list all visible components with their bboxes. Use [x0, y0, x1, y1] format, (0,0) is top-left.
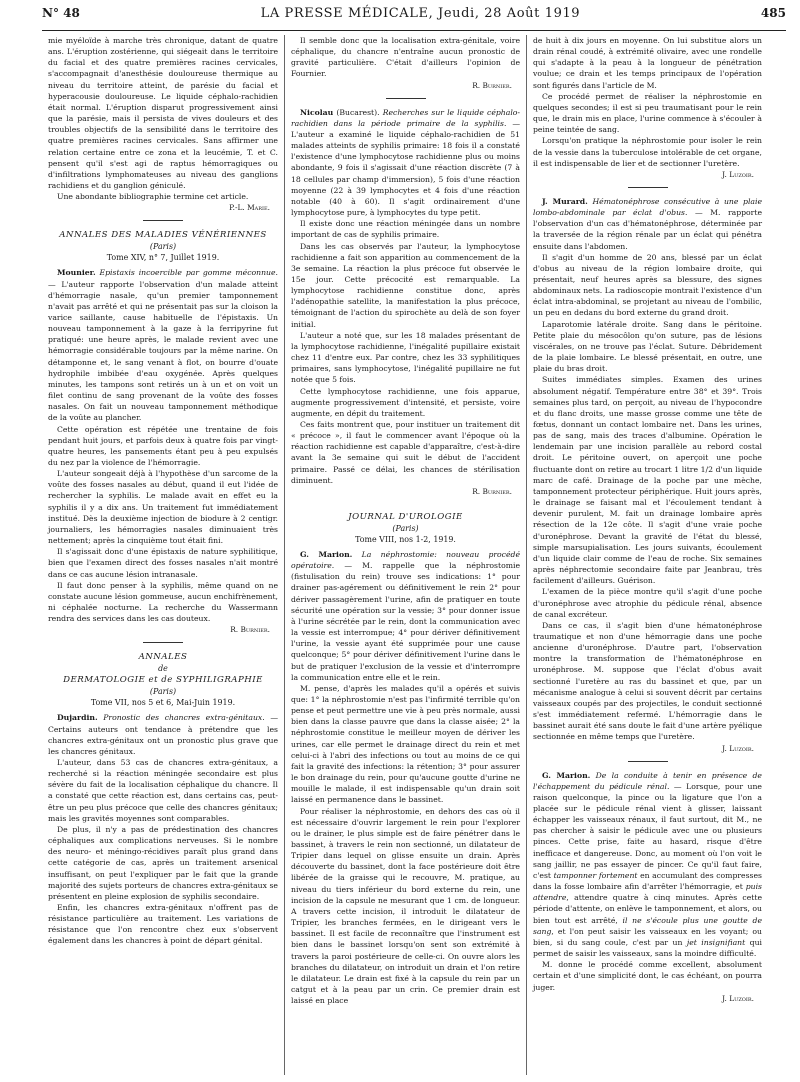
- paragraph: Il s'agissait donc d'une épistaxis de nature syphilitique, bien que l'examen direct des fosses nasales n'ait montré dans ce cas aucune lésion intranasale.: [48, 547, 278, 579]
- signature: R. Burnier.: [230, 625, 270, 635]
- paragraph: Dans les cas observés par l'auteur, la lymphocytose rachidienne a fait son apparition au commencement de la 3e semaine. La réaction la plus précoce fut observée le 15e jour. Cette précocité est remarquable. La lymphocytose rachidienne constitue donc, après l'adénopathie satellite, la manifestation la plus précoce, témoignant de l'action du spirochète au delà de son foyer initial.: [291, 241, 520, 329]
- paragraph: De plus, il n'y a pas de prédestination des chancres céphaliques aux complications nerveuses. Si le nombre des neuro- et méningo-récidives paraît plus grand dans cette catégorie de cas, après un traitement arsenical insuffisant, on peut l'expliquer par le fait que la grande majorité des sujets porteurs de chancres extra-génitaux se présentent en pleine explosion de syphilis secondaire.: [48, 824, 278, 901]
- emphasis: puis attendre: [533, 882, 762, 903]
- masthead: LA PRESSE MÉDICALE, Jeudi, 28 Août 1919: [260, 6, 581, 21]
- article-text: qui permet de saisir les vaisseaux, sans la moindre difficulté.: [533, 937, 762, 959]
- issue-number: N° 48: [42, 6, 80, 20]
- journal-city: (Paris): [149, 242, 177, 252]
- article: [48, 712, 278, 757]
- journal-title: ANNALES DES MALADIES VÉNÉRIENNES: [59, 230, 267, 241]
- article-author: Nicolau: [300, 107, 334, 117]
- article-text: — Certains auteurs ont tendance à prétendre que les chancres extra-génitaux ont un pronostic plus grave que les chancres génitaux.: [48, 713, 278, 756]
- article-text: — M. rappelle que la néphrostomie (fistulisation du rein) trouve ses indications: 1° pour drainer pas-agérement ou définitivement le rein 2° pour dériver passagèrement l'urine, afin de pratiquer en toute sécurité une opération sur la vessie; 3° pour donner issue à l'urine sécrétée par le rein, dont la communication avec la vessie est interrompue; 4° pour dériver définitivement l'urine, la vessie ayant été supprimée pour une cause quelconque; 5° pour dériver définitivement l'urine dans le but de pratiquer l'exclusion de la vessie et d'interrompre la communication entre elle et le rein.: [291, 561, 521, 682]
- article-text: — M. rapporte l'observation d'un cas d'hématonéphrose, déterminée par la traversée de la région rénale par un éclat qui pénétra ensuite dans l'abdomen.: [533, 208, 762, 251]
- article-text: — L'auteur a examiné le liquide céphalo-rachidien de 51 malades atteints de syphilis primaire: 18 fois il a constaté l'existence d'une lymphocytose rachidienne plus ou moins abondante, 9 fois il s'agissait d'une réaction discrète (7 à 18 cellules par champ d'immersion), 5 fois d'une réaction moyenne (22 à 39 lymphocytes et 4 fois d'une réaction notable (40 à 60). Il s'agit ordinairement d'une lymphocytose pure, à lymphocytes du type petit.: [291, 118, 521, 218]
- article-text: , et l'on peut saisir les vaisseaux en les voyant; ou bien, si du sang coule, c'est par un: [533, 926, 762, 947]
- paragraph: Il existe donc une réaction méningée dans un nombre important de cas de syphilis primaire.: [291, 219, 520, 240]
- paragraph: Enfin, les chancres extra-génitaux n'offrent pas de résistance particulière au traitement. Les variations de résistance que l'on rencontre chez eux s'observent également dans les chancres à point de départ génital.: [48, 903, 278, 946]
- paragraph: Laparotomie latérale droite. Sang dans le péritoine. Petite plaie du mésocôlon qu'on suture, pas de lésions viscérales, on ne trouve pas l'éclat. Suture. Débridement de la plaie lombaire. Le blessé présentait, en outre, une plaie du bras droit.: [533, 319, 762, 374]
- journal-title: JOURNAL D'UROLOGIE: [348, 511, 463, 522]
- article-text: — L'auteur rapporte l'observation d'un malade atteint d'hémorragie nasale, qu'un premier tamponnement n'avait pas arrêté et qui ne présentait pas sur la cloison la varice saillante, cause habituelle de l'épistaxis. Un nouveau tamponnement à la gaze à la ferripyrine fut pratiqué: une heure après, le malade revient avec une hémorragie considérable toujours par la même narine. On détamponne et, le sang venant à flot, on bourre d'ouate hydrophile imbibée d'eau oxygénée. Après quelques minutes, les tampons sont retirés un à un et on voit un filet continu de sang provenant de la voûte des fosses nasales. On fait un nouveau tamponnement méthodique de la voûte au plancher.: [48, 279, 278, 423]
- paragraph: L'auteur a noté que, sur les 18 malades présentant de la lymphocytose rachidienne, l'inégalité pupillaire existait chez 11 d'entre eux. Par contre, chez les 33 syphilitiques primaires, sans lymphocytose, l'inégalité pupillaire ne fut notée que 5 fois.: [291, 330, 520, 385]
- article-author-place: (Bucarest).: [336, 107, 380, 117]
- article-author: Dujardin.: [57, 713, 98, 723]
- paragraph: L'examen de la pièce montre qu'il s'agit d'une poche d'uronéphrose avec atrophie du pédicule rénal, absence de canal excréteur.: [533, 587, 762, 619]
- signature: P.-L. Marie.: [229, 203, 270, 213]
- article-title: Hématonéphrose consécutive à une plaie lombo-abdominale par éclat d'obus.: [533, 196, 763, 218]
- article: [291, 107, 520, 219]
- section-divider: [143, 642, 183, 643]
- column-1: [42, 35, 284, 1075]
- column-2: [284, 35, 526, 1075]
- page-header: [42, 6, 786, 31]
- paragraph: M. pense, d'après les malades qu'il a opérés et suivis que: 1° la néphrostomie n'est pas l'infirmité terrible qu'on pense et peut permettre une vie à peu près normale, aussi bien dans la classe pauvre que dans la classe aisée; 2° la néphrostomie constitue le meilleur moyen de dériver les urines, car elle permet le drainage direct du rein et met celui-ci à l'abri des infections ou tout au moins de ce qui fait la gravité des infections: la rétention; 3° pour assurer le bon drainage du rein, pour qu'aucune goutte d'urine ne mouille le malade, il est indispensable qu'un drain soit laissé en permanence dans le bassinet.: [291, 683, 520, 805]
- article-title: Epistaxis incoercible par gomme méconnue.: [99, 268, 278, 278]
- section-divider: [628, 187, 668, 188]
- signature: R. Burnier.: [472, 80, 512, 90]
- paragraph: M. donne le procédé comme excellent, absolument certain et d'une simplicité dont, le cas échéant, on pourra juger.: [533, 960, 762, 992]
- journal-volume: Tome XIV, n° 7, Juillet 1919.: [106, 253, 220, 263]
- article: [533, 196, 762, 252]
- article-title: De la conduite à tenir en présence de l'échappement du pédicule rénal.: [533, 770, 762, 791]
- columns: [42, 35, 786, 1075]
- signature: J. Luzoir.: [722, 743, 754, 753]
- article-author: Mounier.: [57, 268, 96, 278]
- paragraph: Lorsqu'on pratique la néphrostomie pour isoler le rein de la vessie dans la tuberculose intolérable de cet organe, il est indispensable de lier et de sectionner l'uretère.: [533, 136, 762, 168]
- article-title: La néphrostomie: nouveau procédé opératoire.: [291, 549, 520, 571]
- article-text: , attendre quatre à cinq minutes. Après cette période d'attente, on enlève le tamponnement, et alors, ou bien tout est arrêté,: [533, 893, 762, 925]
- spacer: [291, 497, 520, 511]
- paragraph: Ces faits montrent que, pour instituer un traitement dit « précoce », il faut le commencer avant l'époque où la réaction rachidienne est capable d'apparaître, c'est-à-dire avant la 3e semaine qui suit le début de l'accident primaire. Passé ce délai, les chances de stérilisation diminuent.: [291, 420, 520, 485]
- paragraph: Dans ce cas, il s'agit bien d'une hématonéphrose traumatique et non d'une hémorragie dans une poche ancienne d'uronéphrose. D'autre part, l'observation montre la transformation de l'hématonéphrose en uronéphrose. M. suppose que l'éclat d'obus avait sectionné l'uretère au ras du bassinet et que, par un mécanisme analogue à celui si souvent décrit par certains vaisseaux coupés par des projectiles, le conduit sectionné s'est immédiatement refermé. L'hémorragie dans le bassinet aurait été sans doute le fait d'une artère pyélique sectionnée en même temps que l'uretère.: [533, 620, 762, 742]
- journal-title-line-2: de: [158, 664, 168, 674]
- article-text: en accumulant des compresses dans la fosse lombaire afin d'arrêter l'hémorragie, et: [533, 870, 762, 892]
- paragraph: Il s'agit d'un homme de 20 ans, blessé par un éclat d'obus au niveau de la région lombaire droite, qui présentait, neuf heures après sa blessure, des signes abdominaux nets. La radioscopie montrait l'existence d'un éclat intra-abdominal, se projetant au niveau de l'ombilic, un peu en dedans du bord externe du grand droit.: [533, 252, 762, 318]
- paragraph: Il semble donc que la localisation extra-génitale, voire céphalique, du chancre n'entraîne aucun pronostic de gravité particulière. C'était d'ailleurs l'opinion de Fournier.: [291, 36, 520, 79]
- article-title: Pronostic des chancres extra-génitaux.: [103, 713, 265, 723]
- signature: R. Burnier.: [472, 486, 512, 496]
- article-text: — Lorsque, pour une raison quelconque, la pince ou la ligature que l'on a placée sur le pédicule rénal vient à glisser, laissant échapper les vaisseaux rénaux, il faut surtout, dit M., ne pas chercher à saisir le pédicule avec une ou plusieurs pinces. Cette prise, faite au hasard, risque d'être inefficace et dangereuse. Donc, au moment où l'on voit le sang jaillir, ne pas essayer de pincer. Ce qu'il faut faire, c'est: [533, 781, 762, 880]
- signature: J. Luzoir.: [722, 169, 754, 179]
- paragraph: Une abondante bibliographie termine cet article.: [57, 192, 249, 202]
- signature: J. Luzoir.: [722, 993, 754, 1003]
- paragraph: L'auteur songeait déjà à l'hypothèse d'un sarcome de la voûte des fosses nasales au début, quand il eut l'idée de rechercher la syphilis. Le malade avait en effet eu la syphilis il y a dix ans. Un traitement fut immédiatement institué. Dès la deuxième injection de biodure à 2 centigr. journaliers, les hémorragies nasales diminuaient très nettement; après la cinquième tout était fini.: [48, 469, 278, 546]
- emphasis: il ne s'écoule plus une goutte de sang: [533, 915, 762, 936]
- page-number: 485: [760, 6, 786, 20]
- journal-volume: Tome VII, nos 5 et 6, Mai-Juin 1919.: [90, 698, 236, 708]
- article-title: Recherches sur le liquide céphalo-rachidien dans la période primaire de la syphilis.: [291, 107, 521, 128]
- article: [533, 770, 762, 960]
- paragraph: Il faut donc penser à la syphilis, même quand on ne constate aucune lésion gommeuse, aucun enchifrènement, ni céphalée nocturne. La recherche du Wassermann rendra des services dans les cas douteux.: [48, 580, 278, 624]
- article: [291, 549, 520, 683]
- paragraph: L'auteur, dans 53 cas de chancres extra-génitaux, a recherché si la réaction méningée secondaire est plus sévère du fait de la localisation céphalique du chancre. Il a constaté que cette réaction est, dans certains cas, peut-être un peu plus précoce que celle des chancres génitaux; mais les gravités moyennes sont comparables.: [48, 757, 278, 823]
- section-divider: [628, 761, 668, 762]
- article-author: J. Murard.: [542, 196, 588, 206]
- article-author: G. Marion.: [300, 549, 353, 559]
- article-author: G. Marion.: [542, 770, 591, 780]
- journal-city: (Paris): [392, 523, 419, 533]
- paragraph: mie myéloïde à marche très chronique, datant de quatre ans. L'éruption zostérienne, qui siégeait dans le territoire du facial et des quatre premières racines cervicales, s'accompagnait d'anesthésie douloureuse thermique au niveau du territoire atteint, de parésie du facial et hyperacousie douloureuse. Le liquide céphalo-rachidien était normal. L'éruption disparut progressivement ainsi que la parésie, mais il persista de vives douleurs et des troubles objectifs de la sensibilité dans le territoire des quatre premières racines cervicales. Sans affirmer une relation certaine entre ce zona et la leucémie, T. et C. pensent qu'il s'est agi de raptus hémorragiques ou d'infiltrations lymphomateuses au niveau des ganglions rachidiens et du ganglion géniculé.: [48, 36, 278, 191]
- column-3: [526, 35, 768, 1075]
- journal-volume: Tome VIII, nos 1-2, 1919.: [355, 534, 456, 544]
- section-divider: [386, 98, 426, 99]
- paragraph: de huit à dix jours en moyenne. On lui substitue alors un drain rénal coudé, à extrémité olivaire, avec une rondelle qui s'adapte à la peau à la longueur de pénétration voulue; ce drain et les temps principaux de l'opération sont figurés dans l'article de M.: [533, 36, 762, 90]
- paragraph: Suites immédiates simples. Examen des urines absolument négatif. Température entre 38° et 39°. Trois semaines plus tard, on perçoit, au niveau de l'hypocondre et du flanc droits, une masse grosse comme une tête de fœtus, donnant un contact lombaire net. Dans les urines, pas de sang, mais des traces d'albumine. Opération le lendemain par une incision parallèle au rebord costal droit. Le péritoine ouvert, on aperçoit une poche fluctuante dont on retire au trocart 1 litre 1/2 d'un liquide marc de café. Drainage de la poche par une mèche, tamponnement protecteur périphérique. Huit jours après, le drainage se faisant mal et l'écoulement tendant à devenir purulent, M. fait un drainage lombaire après résection de la 12e côte. Il s'agit d'une vraie poche d'uronéphrose. Devant la gravité de l'état du blessé, simple marsupialisation. Les jours suivants, écoulement d'un liquide clair comme de l'eau de roche. Six semaines après néphrectomie secondaire faite par Jeanbrau, très facilement d'ailleurs. Guérison.: [533, 375, 762, 586]
- paragraph: Pour réaliser la néphrostomie, en dehors des cas où il est nécessaire d'ouvrir largement le rein pour l'explorer ou le drainer, le plus simple est de faire pénétrer dans le bassinet, à travers le rein non sectionné, un dilatateur de Tripier dans lequel on glisse ensuite un drain. Après découverte du bassinet, dont la face postérieure doit être libérée de la graisse qui le recouvre, M. pratique, au niveau du tiers inférieur du bord externe du rein, une incision de la capsule ne mesurant que 1 cm. de longueur. A travers cette incision, il introduit le dilatateur de Tripier, les branches fermées, en le dirigeant vers le bassinet. Il est facile de reconnaître que l'instrument est bien dans le bassinet lorsqu'on sent son extrémité à travers la paroi postérieure de celle-ci. On ouvre alors les branches du dilatateur, on introduit un drain et l'on retire le dilatateur. Le drain est fixé à la capsule du rein par un catgut et à la peau par un crin. Ce premier drain est laissé en place: [291, 806, 520, 1006]
- section-divider: [143, 220, 183, 221]
- journal-title-line-3: DERMATOLOGIE et de SYPHILIGRAPHIE: [63, 675, 263, 686]
- emphasis: jet insignifiant: [686, 937, 746, 947]
- paragraph: Cette lymphocytose rachidienne, une fois apparue, augmente progressivement d'intensité, et persiste, voire augmente, en dépit du traitement.: [291, 386, 520, 418]
- paragraph: Ce procédé permet de réaliser la néphrostomie en quelques secondes; il est si peu traumatisant pour le rein que, le drain mis en place, l'urine commence à s'écouler à peine teintée de sang.: [533, 91, 762, 135]
- journal-title-line-1: ANNALES: [138, 652, 188, 663]
- article: [48, 267, 278, 423]
- emphasis: tamponner fortement: [553, 870, 638, 880]
- journal-city: (Paris): [149, 687, 177, 697]
- paragraph: Cette opération est répétée une trentaine de fois pendant huit jours, et parfois deux à quatre fois par vingt-quatre heures, les pansements étant peu à peu expulsés du nez par la violence de l'hémorragie.: [48, 424, 278, 467]
